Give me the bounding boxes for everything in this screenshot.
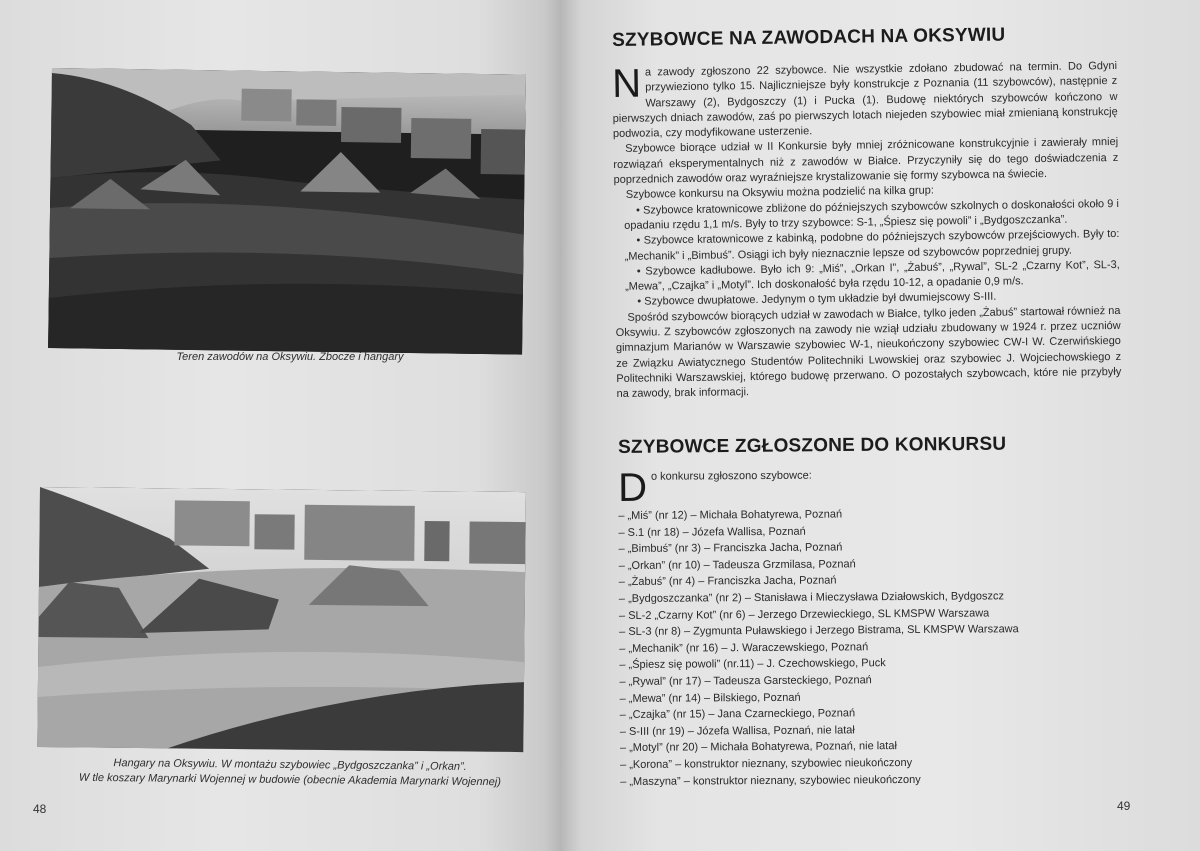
list-item: – SL-2 „Czarny Kot” (nr 6) – Jerzego Drzewieckiego, SL KMSPW Warszawa (618, 606, 990, 622)
entries-intro (617, 465, 1088, 510)
section-heading-competition: SZYBOWCE NA ZAWODACH NA OKSYWIU (612, 24, 1006, 51)
glider-entries-list (618, 467, 1090, 790)
list-item: – „Maszyna” – konstruktor nieznany, szybowiec nieukończony (620, 773, 921, 788)
hangars-tents-photo (37, 487, 526, 752)
paragraph-2: Szybowce biorące udział w II Konkursie były mniej zróżnicowane konstrukcyjnie i zawierały mniej rozwiązań eksperymentalnych niż z zawodów w Białce. Przyczyniły się do tego doświadczenia z poprzednich zawodów oraz wyraźniejsze krystalizowanie się formy szybowca na świecie. (613, 136, 1119, 187)
bullet-item: • Szybowce dwupłatowe. Jedynym o tym układzie był dwumiejscowy S-III. (615, 288, 1120, 310)
list-item: – „Rywal” (nr 17) – Tadeusza Garsteckiego, Poznań (619, 674, 872, 688)
bullet-item: • Szybowce kratownicowe zbliżone do późniejszych szybowców szkolnych o doskonałości około 9 i opadaniu rzędu 1,1 m/s. Były to trzy szybowce: S-1, „Śpiesz się powoli” i „Bydgoszczanka”. (614, 197, 1119, 235)
page-number-left: 48 (33, 802, 47, 816)
photo-caption-1: Teren zawodów na Oksywiu. Zbocze i hangary (176, 351, 404, 363)
paragraph-1 (612, 59, 1118, 143)
bullet-item: • Szybowce kratownicowe z kabinką, podobne do późniejszych szybowców przejściowych. Były to: „Mechanik” i „Bimbuś”. Osiągi ich były nieznacznie lepsze od szybowców poprzedniej grupy. (614, 227, 1119, 265)
section-heading-entries: SZYBOWCE ZGŁOSZONE DO KONKURSU (618, 433, 1007, 458)
list-item: – S.1 (nr 18) – Józefa Wallisa, Poznań (618, 525, 806, 539)
list-item: – „Korona” – konstruktor nieznany, szybowiec nieukończony (620, 756, 913, 771)
paragraph-4: Spośród szybowców biorących udział w zawodach w Białce, tylko jeden „Żabuś” startował również na Oksywiu. Z szybowców zgłoszonych na zawody nie wziął udziału zbudowany w 1924 r. przez uczniów gimnazjum Marianów w Warszawie szybowiec W-1, nieukończony szybowiec CW-I W. Czerwińskiego ze Związku Awiatycznego Studentów Politechniki Lwowskiej oraz szybowiec J. Wojciechowskiego z Politechniki Warszawskiej, którego budowę przerwano. O pozostałych szybowcach, które nie przybyły na zawody, brak informacji. (615, 304, 1122, 401)
drop-cap: D (617, 465, 648, 510)
drop-cap: N (611, 61, 642, 106)
list-item: – „Mewa” (nr 14) – Bilskiego, Poznań (619, 691, 801, 705)
paragraph-3: Szybowce konkursu na Oksywiu można podzielić na kilka grup: (625, 184, 935, 202)
list-item: – „Motyl” (nr 20) – Michała Bohatyrewa, Poznań, nie latał (619, 740, 897, 755)
page-number-right: 49 (1117, 799, 1131, 813)
list-item: – „Orkan” (nr 10) – Tadeusza Grzmilasa, Poznań (618, 558, 856, 572)
photo-caption-2 (70, 756, 510, 791)
bullet-item: • Szybowce kadłubowe. Było ich 9: „Miś”, „Orkan I”, „Żabuś”, „Rywal”, SL-2 „Czarny Kot”, SL-3, „Mewa”, „Czajka” i „Motyl”. Ich doskonałość była rzędu 10-12, a opadanie 0,9 m/s. (615, 258, 1120, 296)
list-item: – „Miś” (nr 12) – Michała Bohatyrewa, Poznań (618, 508, 843, 522)
list-item: – „Śpiesz się powoli” (nr.11) – J. Czechowskiego, Puck (619, 657, 886, 672)
list-item: – „Bydgoszczanka” (nr 2) – Stanisława i Mieczysława Działowskich, Bydgoszcz (618, 590, 1005, 605)
list-item: – S-III (nr 19) – Józefa Wallisa, Poznań, nie latał (619, 724, 855, 738)
entries-intro-text: o konkursu zgłoszono szybowce: (650, 469, 812, 483)
photo-caption-2-line-1: Hangary na Oksywiu. W montażu szybowiec „Bydgoszczanka” i „Orkan”. (113, 757, 467, 773)
section-body-competition (612, 59, 1122, 403)
left-page (0, 0, 562, 851)
photo-caption-2-line-2: W tle koszary Marynarki Wojennej w budowie (obecnie Akademia Marynarki Wojennej) (78, 771, 501, 789)
list-item: – „Żabuś” (nr 4) – Franciszka Jacha, Poznań (618, 574, 837, 589)
list-item: – „Mechanik” (nr 16) – J. Waraczewskiego, Poznań (619, 641, 869, 655)
list-item: – „Bimbuś” (nr 3) – Franciszka Jacha, Poznań (618, 541, 843, 556)
list-item: – SL-3 (nr 8) – Zygmunta Puławskiego i Jerzego Bistrama, SL KMSPW Warszawa (619, 623, 1019, 639)
paragraph-1-text: a zawody zgłoszono 22 szybowce. Nie wszystkie zdołano zbudować na termin. Do Gdyni przywieziono tylko 15. Najliczniejsze były konstrukcje z Poznania (11 szybowców), następnie z Warszawy (2), Bydgoszczy (1) i Pucka (1). Budowę niektórych szybowców kończono w pierwszych dniach zawodów, zaś po pierwszych lotach niejeden szybowiec miał zmienianą konstrukcję podwozia, czy modyfikowane usterzenie. (612, 59, 1118, 141)
list-item: – „Czajka” (nr 15) – Jana Czarneckiego, Poznań (619, 707, 856, 722)
hangars-slope-photo (48, 68, 526, 355)
